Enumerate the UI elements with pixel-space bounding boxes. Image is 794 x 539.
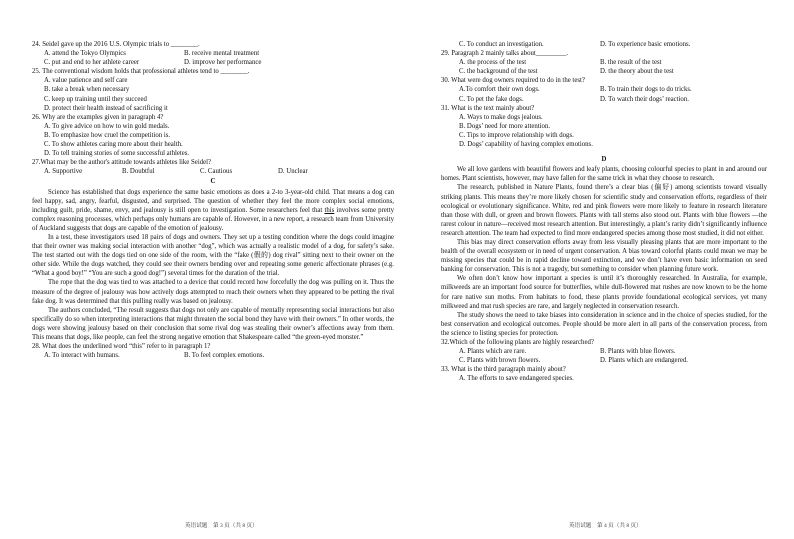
q31-option-c[interactable]: C. Tips to improve relationship with dogs.	[459, 131, 574, 139]
question-27-stem: 27.What may be the author's attitude towards athletes like Seidel?	[32, 159, 212, 167]
question-32-options	[441, 347, 767, 356]
question-26-stem: 26. Why are the examples given in paragraph 4?	[32, 113, 164, 121]
section-d-heading: D	[601, 156, 607, 164]
passage-d-paragraph-4: We often don’t know how important a species is until it’s thoroughly researched. In Australia, for example, milkweeds are an important food source for butterflies, while dull-flowered mat rushes are now known to be the home for rare native sun moths. From habitats to food, these plants provide foundational ecological services, yet many milkweed and mat rush species are rare, and largely neglected in conservation research.	[441, 275, 767, 310]
question-30-stem: 30. What were dog owners required to do in the test?	[441, 77, 585, 85]
q31-option-d[interactable]: D. Dogs’ capability of having complex emotions.	[459, 141, 593, 149]
passage-d-paragraph-1: We all love gardens with beautiful flowers and leafy plants, choosing colourful species to plant in and around our homes. Plant scientists, however, may have fallen for the same trick in what they choose to research.	[441, 166, 767, 183]
q31-option-b[interactable]: B. Dogs’ need for more attention.	[459, 122, 551, 130]
page-footer-right: 英语试题 第 4 页（共 8 页）	[569, 523, 642, 529]
q27-option-b[interactable]: B. Doubtful	[122, 168, 155, 176]
q25-option-c[interactable]: C. keep up training until they succeed	[44, 95, 147, 103]
q28-option-b[interactable]: B. To feel complex emotions.	[184, 352, 265, 360]
passage-c-paragraph-4: The authors concluded, “The result suggests that dogs not only are capable of mentally representing social interactions but also specifically do so when interpreting interactions that might threaten the social bond they have with their owners.” In other words, the dogs were showing jealousy based on their conclusion that some rival dog was stealing their owner’s affections away from them. This means that dogs, like people, can feel the strong negative emotion that Shakespeare called “the green-eyed monster.”	[32, 306, 394, 341]
question-31-stem: 31. What is the text mainly about?	[441, 104, 535, 112]
question-32-stem: 32.Which of the following plants are highly researched?	[441, 339, 594, 346]
left-column	[32, 40, 394, 360]
question-28-options	[32, 351, 394, 360]
question-30-options	[441, 85, 767, 94]
question-33-stem: 33. What is the third paragraph mainly about?	[441, 366, 566, 374]
q28-option-a[interactable]: A. To interact with humans.	[44, 352, 120, 360]
passage-d-paragraph-5: The study shows the need to take biases into consideration in science and in the choice of species studied, for the best conservation and ecological outcomes. People should be more alert in all parts of the conservation process, from the science to listing species for protection.	[441, 311, 767, 337]
passage-c-paragraph-2: In a test, these investigators used 18 pairs of dogs and owners. They set up a testing condition where the dogs could imagine that their owner was making social interaction with another “dog”, which was actually a realistic model of a dog, for safety’s sake. The test started out with the dogs tied on one side of the room, with the “fake (假的) dog rival” sitting next to their owner on the other side. While the dogs watched, they could see their owners bending over and repeating some generic affectionate phrases (e.g. “What a good boy!” “You are such a good dog!”) several times for the duration of the trial.	[32, 233, 394, 278]
q31-option-a[interactable]: A. Ways to make dogs jealous.	[459, 113, 543, 121]
question-30-options-2	[441, 95, 767, 104]
q26-option-c[interactable]: C. To show athletes caring more about their health.	[44, 141, 183, 149]
passage-d-paragraph-3: This bias may direct conservation efforts away from less visually pleasing plants that are more important to the health of the overall ecosystem or in need of urgent conservation. A bias toward colorful plants could mean we may be missing species that could be in rapid decline toward extinction, and we don’t have even basic information on seed banking for conservation. This is not a tragedy, but something to consider when planning future work.	[441, 238, 767, 274]
q27-option-d[interactable]: D. Unclear	[278, 168, 308, 176]
q28-option-d[interactable]: D. To experience basic emotions.	[600, 41, 691, 48]
question-32-options-2	[441, 356, 767, 365]
q24-option-c[interactable]: C. put and end to her athlete career	[44, 59, 140, 67]
q25-option-d[interactable]: D. protect their health instead of sacrificing it	[44, 104, 168, 112]
q32-option-b[interactable]: B. Plants with blue flowers.	[600, 348, 676, 356]
q30-option-a[interactable]: A.To comfort their own dogs.	[459, 86, 540, 94]
passage-d-paragraph-2: The research, published in Nature Plants, found there’s a clear bias (偏好) among scientists toward visually striking plants. This means they’re more likely chosen for scientific study and conservation efforts, regardless of their ecological or evolutionary significance. White, red and pink flowers were more likely to feature in research literature than those with dull, or green and brown flowers. Plants with tall stems also stood out. Plants with blue flowers —the rarest colour in nature—received most research attention. But interestingly, a plant’s rarity didn’t significantly influence research attention. The team had expected to find more endangered species among those most studied, it did not either.	[441, 184, 767, 237]
passage-c-paragraph-1: Science has established that dogs experience the same basic emotions as does a 2-to 3-year-old child. That means a dog can feel happy, sad, angry, fearful, disgusted, and surprised. The question of whether they feel the more complex social emotions, including guilt, pride, shame, envy, and jealousy is still open to investigation. Some researchers feel that this involves some pretty complex reasoning processes, which perhaps only humans are capable of. However, in a new report, a research team from University of Auckland suggests that dogs are capable of the emotion of jealousy.	[32, 188, 394, 232]
question-25-stem: 25. The conventional wisdom holds that professional athletes tend to ________.	[32, 68, 250, 76]
q24-option-a[interactable]: A. attend the Tokyo Olympics	[44, 50, 126, 58]
section-c-heading: C	[210, 178, 216, 186]
q27-option-c[interactable]: C. Cautious	[200, 168, 233, 176]
question-29-options	[441, 58, 767, 67]
q32-option-a[interactable]: A. Plants which are rare.	[459, 348, 527, 356]
q27-option-a[interactable]: A. Supportive	[44, 168, 83, 176]
question-28-options-cont	[441, 40, 767, 49]
q24-option-b[interactable]: B. receive mental treatment	[184, 50, 260, 58]
q26-option-a[interactable]: A. To give advice on how to win gold medals.	[44, 122, 170, 130]
q29-option-c[interactable]: C. the background of the test	[459, 68, 538, 76]
q32-option-c[interactable]: C. Plants with brown flowers.	[459, 357, 541, 365]
question-24-options-2	[32, 58, 394, 67]
q28-option-c[interactable]: C. To conduct an investigation.	[459, 41, 544, 48]
q30-option-d[interactable]: D. To watch their dogs’ reaction.	[600, 95, 689, 103]
q32-option-d[interactable]: D. Plants which are endangered.	[600, 357, 688, 365]
q29-option-d[interactable]: D. the theory about the test	[600, 68, 674, 76]
question-24-stem: 24. Seidel gave up the 2016 U.S. Olympic trials to ________.	[32, 41, 200, 48]
question-29-stem: 29. Paragraph 2 mainly talks about_________.	[441, 50, 569, 58]
q24-option-d[interactable]: D. improve her performance	[184, 59, 262, 67]
question-29-options-2	[441, 67, 767, 76]
q29-option-a[interactable]: A. the process of the test	[459, 59, 527, 67]
q26-option-d[interactable]: D. To tell training stories of some successful athletes.	[44, 150, 190, 158]
q30-option-c[interactable]: C. To pet the fake dogs.	[459, 95, 524, 103]
underlined-word-this: this	[324, 206, 335, 214]
q33-option-a[interactable]: A. The efforts to save endangered species.	[459, 375, 574, 383]
q29-option-b[interactable]: B. the result of the test	[600, 59, 662, 67]
q25-option-a[interactable]: A. value patience and self care	[44, 77, 128, 85]
page-footer-left: 英语试题 第 3 页（共 8 页）	[185, 523, 258, 529]
q25-option-b[interactable]: B. take a break when necessary	[44, 86, 130, 94]
right-column	[441, 40, 767, 383]
question-28-stem: 28. What does the underlined word “this” refer to in paragraph 1?	[32, 343, 211, 351]
q30-option-b[interactable]: B. To train their dogs to do tricks.	[600, 86, 692, 94]
passage-c-paragraph-3: The rope that the dog was tied to was attached to a device that could record how forcefully the dog was pulling on it. Thus the measure of the degree of jealousy was how actively dogs attempted to reach their owners when they appeared to be petting the rival fake dog. It was determined that this pulling really was based on jealousy.	[32, 279, 394, 305]
q26-option-b[interactable]: B. To emphasize how cruel the competition is.	[44, 131, 171, 139]
question-24-options	[32, 49, 394, 58]
question-27-options	[32, 167, 394, 176]
